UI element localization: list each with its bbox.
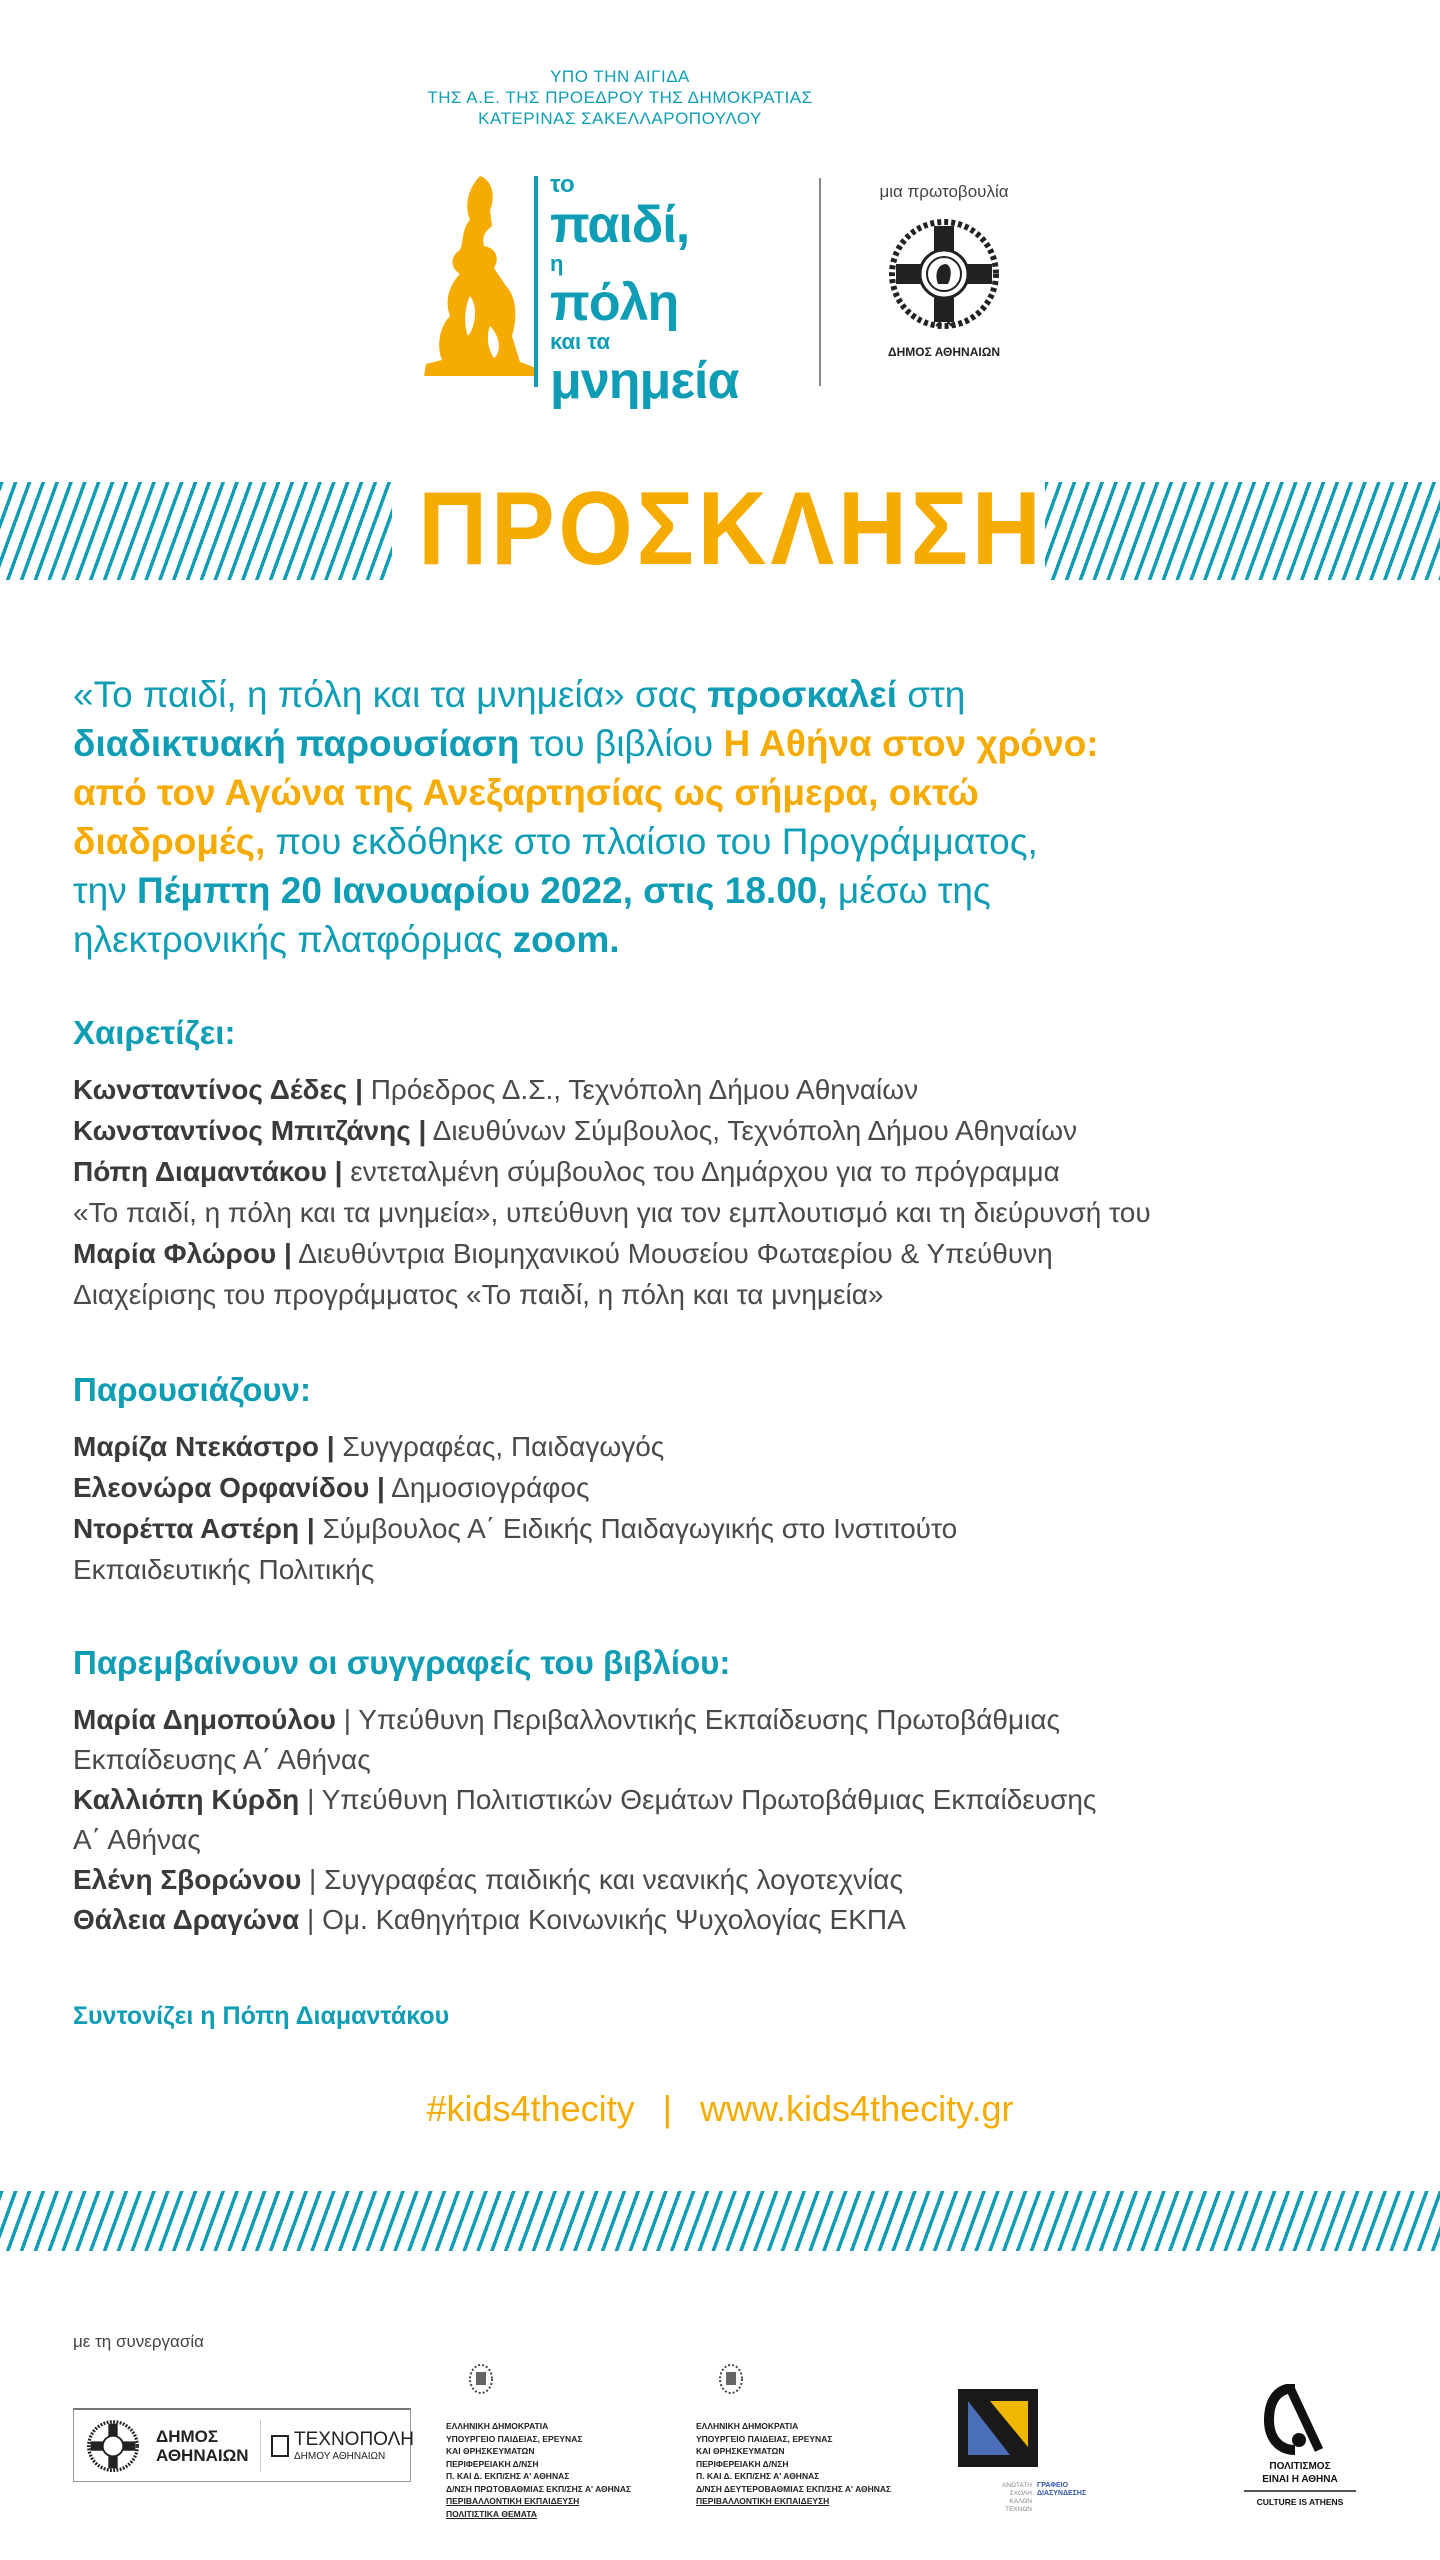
dimos-text	[156, 2427, 249, 2465]
aegis-line: ΤΗΣ Α.Ε. ΤΗΣ ΠΡΟΕΔΡΟΥ ΤΗΣ ΔΗΜΟΚΡΑΤΙΑΣ	[427, 88, 813, 107]
greek-emblem-icon	[718, 2364, 744, 2396]
text: ΠΕΡΙΒΑΛΛΟΝΤΙΚΗ ΕΚΠΑΙΔΕΥΣΗ	[696, 2496, 830, 2506]
list-item	[73, 1192, 1151, 1233]
intro-paragraph	[73, 670, 1099, 964]
text: ΕΛΛΗΝΙΚΗ ΔΗΜΟΚΡΑΤΙΑ	[696, 2421, 799, 2431]
list-item	[73, 1151, 1151, 1192]
speaker-name: Ελένη Σβορώνου	[73, 1864, 302, 1895]
athens-seal-icon	[884, 214, 1004, 338]
aegis-line: ΚΑΤΕΡΙΝΑΣ ΣΑΚΕΛΛΑΡΟΠΟΥΛΟΥ	[478, 109, 762, 128]
list-item	[73, 1069, 1151, 1110]
text: ΚΑΙ ΘΡΗΣΚΕΥΜΑΤΩΝ	[446, 2446, 535, 2456]
text: CULTURE IS ATHENS	[1244, 2490, 1356, 2509]
speaker-role: Δημοσιογράφος	[384, 1472, 590, 1503]
book-title: Η Αθήνα στον χρόνο:	[723, 723, 1099, 764]
book-title: από τον Αγώνα της Ανεξαρτησίας ως σήμερα, οκτώ	[73, 772, 979, 813]
greetings-list	[73, 1069, 1151, 1315]
ministry-primary-text	[446, 2420, 631, 2520]
list-item	[73, 1274, 1151, 1315]
separator: |	[662, 2088, 673, 2129]
website-link[interactable]: www.kids4thecity.gr	[700, 2088, 1014, 2129]
list-item	[73, 1467, 957, 1508]
intro-line	[73, 719, 1099, 768]
speaker-name: Πόπη Διαμαντάκου |	[73, 1156, 343, 1187]
text: ΓΡΑΦΕΙΟ	[1037, 2482, 1069, 2489]
list-item	[73, 1780, 1096, 1820]
list-item	[73, 1233, 1151, 1274]
text: ΕΛΛΗΝΙΚΗ ΔΗΜΟΚΡΑΤΙΑ	[446, 2421, 549, 2431]
program-logo-text	[550, 172, 738, 408]
partners-label: με τη συνεργασία	[73, 2332, 204, 2351]
speaker-name: Ντορέττα Αστέρη |	[73, 1513, 315, 1544]
text: ΚΑΛΩΝ	[1009, 2498, 1032, 2505]
aegis-line: ΥΠΟ ΤΗΝ ΑΙΓΙΔΑ	[550, 67, 690, 86]
text: διαδικτυακή παρουσίαση	[73, 723, 520, 764]
text: ΚΑΙ ΘΡΗΣΚΕΥΜΑΤΩΝ	[696, 2446, 785, 2456]
technopoli-text	[294, 2430, 414, 2462]
list-item	[73, 1860, 1096, 1900]
text: ΠΟΛΙΤΙΣΤΙΚΑ ΘΕΜΑΤΑ	[446, 2508, 537, 2519]
text: ΥΠΟΥΡΓΕΙΟ ΠΑΙΔΕΙΑΣ, ΕΡΕΥΝΑΣ	[696, 2433, 833, 2444]
logo-word: το	[550, 171, 575, 198]
speaker-role: Εκπαιδευτικής Πολιτικής	[73, 1554, 375, 1585]
speaker-role: | Υπεύθυνη Πολιτιστικών Θεμάτων Πρωτοβάθμιας Εκπαίδευσης	[299, 1784, 1097, 1815]
text: ΠΕΡΙΒΑΛΛΟΝΤΙΚΗ ΕΚΠΑΙΔΕΥΣΗ	[446, 2496, 580, 2506]
text: ΠΕΡΙΦΕΡΕΙΑΚΗ Δ/ΝΣΗ	[446, 2458, 539, 2469]
stripe-pattern-left	[0, 482, 392, 580]
logo-word: και τα	[550, 329, 611, 354]
speaker-name: Κωνσταντίνος Μπιτζάνης |	[73, 1115, 427, 1146]
hashtag-line	[0, 2088, 1440, 2130]
speaker-name: Θάλεια Δραγώνα	[73, 1904, 300, 1935]
text: Δ/ΝΣΗ ΠΡΩΤΟΒΑΘΜΙΑΣ ΕΚΠ/ΣΗΣ Α' ΑΘΗΝΑΣ	[446, 2483, 632, 2494]
text: ηλεκτρονικής πλατφόρμας	[73, 919, 513, 960]
speaker-role: Πρόεδρος Δ.Σ., Τεχνόπολη Δήμου Αθηναίων	[362, 1074, 919, 1105]
authors-list	[73, 1700, 1096, 1940]
text: ΑΘΗΝΑΙΩΝ	[156, 2446, 249, 2465]
speaker-role: Α΄ Αθήνας	[73, 1824, 201, 1855]
text: στη	[897, 674, 966, 715]
text: μέσω της	[827, 870, 991, 911]
logo-word: μνημεία	[550, 352, 739, 410]
text: ΤΕΧΝΩΝ	[1005, 2506, 1032, 2513]
text: ΠΕΡΙΦΕΡΕΙΑΚΗ Δ/ΝΣΗ	[696, 2458, 789, 2469]
speaker-role: Διαχείρισης του προγράμματος «Το παιδί, η πόλη και τα μνημεία»	[73, 1279, 884, 1310]
text: ΤΕΧΝΟΠΟΛΗ	[294, 2429, 415, 2450]
list-item	[73, 1549, 957, 1590]
text: που εκδόθηκε στο πλαίσιο του Προγράμματος,	[265, 821, 1038, 862]
speaker-role: | Υπεύθυνη Περιβαλλοντικής Εκπαίδευσης Πρωτοβάθμιας	[335, 1704, 1061, 1735]
culture-text	[1230, 2460, 1370, 2509]
speaker-name: Ελεονώρα Ορφανίδου |	[73, 1472, 385, 1503]
authors-heading: Παρεμβαίνουν οι συγγραφείς του βιβλίου:	[73, 1644, 731, 1681]
athena-statue-logo-icon	[420, 176, 540, 380]
list-item	[73, 1700, 1096, 1740]
intro-line	[73, 817, 1099, 866]
platform: zoom.	[512, 919, 620, 960]
text: ΠΟΛΙΤΙΣΜΟΣ	[1269, 2461, 1331, 2472]
technopoli-icon	[271, 2435, 289, 2457]
intro-line	[73, 915, 1099, 964]
dimos-technopoli-logo	[73, 2408, 415, 2482]
speaker-role: Διευθύντρια Βιομηχανικού Μουσείου Φωταερίου & Υπεύθυνη	[291, 1238, 1053, 1269]
intro-line	[73, 866, 1099, 915]
invitation-title: ΠΡΟΣΚΛΗΣΗ	[418, 471, 1045, 587]
initiative-label: μια πρωτοβουλία	[879, 182, 1009, 201]
municipality-label: ΔΗΜΟΣ ΑΘΗΝΑΙΩΝ	[887, 345, 1000, 359]
asfa-text	[996, 2482, 1032, 2514]
text: προσκαλεί	[707, 674, 897, 715]
text: Π. ΚΑΙ Δ. ΕΚΠ/ΣΗΣ Α' ΑΘΗΝΑΣ	[696, 2471, 820, 2481]
text: του βιβλίου	[519, 723, 724, 764]
text: ΣΧΟΛΗ	[1009, 2490, 1032, 2497]
logo-word: η	[550, 251, 564, 276]
list-item	[73, 1900, 1096, 1940]
text: ΑΝΩΤΑΤΗ	[1002, 2482, 1032, 2489]
intro-line	[73, 670, 1099, 719]
list-item	[73, 1740, 1096, 1780]
greetings-heading: Χαιρετίζει:	[73, 1014, 236, 1051]
presenters-heading: Παρουσιάζουν:	[73, 1371, 311, 1408]
coordinator-text: Συντονίζει η Πόπη Διαμαντάκου	[73, 2002, 450, 2030]
logo-divider	[534, 176, 538, 387]
speaker-role: Συγγραφέας, Παιδαγωγός	[334, 1431, 665, 1462]
list-item	[73, 1426, 957, 1467]
greek-emblem-icon	[468, 2364, 494, 2396]
list-item	[73, 1820, 1096, 1860]
asfa-logo-icon	[958, 2389, 1038, 2467]
list-item	[73, 1110, 1151, 1151]
logo-word: πόλη	[550, 274, 679, 332]
speaker-role: | Ομ. Καθηγήτρια Κοινωνικής Ψυχολογίας ΕΚΠΑ	[299, 1904, 906, 1935]
ministry-secondary-text	[696, 2420, 891, 2508]
logo-word: παιδί,	[550, 196, 690, 254]
text: ΔΗΜΟΣ	[156, 2427, 219, 2446]
speaker-role: | Συγγραφέας παιδικής και νεανικής λογοτεχνίας	[301, 1864, 903, 1895]
athens-seal-icon	[84, 2418, 142, 2476]
speaker-name: Μαρία Φλώρου |	[73, 1238, 292, 1269]
culture-is-athens-logo-icon	[1255, 2384, 1345, 2456]
text: «Το παιδί, η πόλη και τα μνημεία» σας	[73, 674, 708, 715]
speaker-name: Καλλιόπη Κύρδη	[73, 1784, 300, 1815]
speaker-name: Μαρία Δημοπούλου	[73, 1704, 336, 1735]
book-title: διαδρομές,	[73, 821, 266, 862]
text: ΔΙΑΣΥΝΔΕΣΗΣ	[1037, 2490, 1087, 2497]
text: Π. ΚΑΙ Δ. ΕΚΠ/ΣΗΣ Α' ΑΘΗΝΑΣ	[446, 2471, 570, 2481]
list-item	[73, 1508, 957, 1549]
speaker-role: εντεταλμένη σύμβουλος του Δημάρχου για το πρόγραμμα	[342, 1156, 1060, 1187]
event-date: Πέμπτη 20 Ιανουαρίου 2022, στις 18.00,	[136, 870, 828, 911]
hashtag: #kids4thecity	[426, 2088, 635, 2129]
speaker-role: Εκπαίδευσης Α΄ Αθήνας	[73, 1744, 371, 1775]
speaker-role: Διευθύνων Σύμβουλος, Τεχνόπολη Δήμου Αθηναίων	[426, 1115, 1078, 1146]
stripe-pattern-bottom	[0, 2191, 1440, 2251]
divider	[260, 2420, 261, 2472]
speaker-name: Μαρίζα Ντεκάστρο |	[73, 1431, 335, 1462]
header-divider	[819, 178, 821, 386]
asfa-office-text	[1037, 2482, 1086, 2498]
presenters-list	[73, 1426, 957, 1590]
speaker-role: «Το παιδί, η πόλη και τα μνημεία», υπεύθυνη για τον εμπλουτισμό και τη διεύρυνσή του	[73, 1197, 1151, 1228]
text: ΕΙΝΑΙ Η ΑΘΗΝΑ	[1262, 2474, 1338, 2485]
text: ΔΗΜΟΥ ΑΘΗΝΑΙΩΝ	[294, 2451, 386, 2462]
speaker-role: Σύμβουλος Α΄ Ειδικής Παιδαγωγικής στο Ινστιτούτο	[314, 1513, 958, 1544]
text: ΥΠΟΥΡΓΕΙΟ ΠΑΙΔΕΙΑΣ, ΕΡΕΥΝΑΣ	[446, 2433, 583, 2444]
text: Δ/ΝΣΗ ΔΕΥΤΕΡΟΒΑΘΜΙΑΣ ΕΚΠ/ΣΗΣ Α' ΑΘΗΝΑΣ	[696, 2483, 892, 2494]
text: την	[73, 870, 137, 911]
stripe-pattern-right	[1045, 482, 1440, 580]
aegis-text	[0, 66, 1240, 129]
speaker-name: Κωνσταντίνος Δέδες |	[73, 1074, 363, 1105]
